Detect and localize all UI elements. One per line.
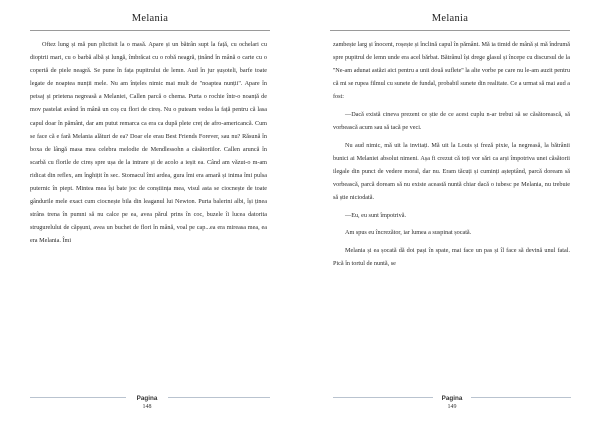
dialogue-paragraph: —Dacă există cineva prezent ce știe de ce acest cuplu n-ar trebui să se căsătorească, să vorbească acum sau să tacă pe veci. [333, 110, 570, 132]
header-rule [30, 30, 270, 31]
paragraph: Oftez lung și mă pun plictisit la o masă. Apare și un bătrân supt la față, cu ochelari cu dioptrii mari, cu o barbă albă și lungă, îmbrăcat cu o robă neagră, ținând în mână o carte cu o copertă de piele neagră. Se pune în fața pupitrului de lemn. Aud în jur șușoteli, barfe toate legate de noaptea nunții mele. Nu am înțeles nimic mai mult de "noaptea nunții". Apare în peisaj și prietena negreasă a Melaniei, Callen parcă o chema. Purta o rochie într-o noanță de mov pastelat având în mână un coș cu flori de cireș. Nu o puteam vedea la față pentru că lasa capul doar în pământ, dar am putut remarca ca era ca după plete creț de afro-americancă. Cum se face că e fară Melania alături de ea? Doar ele erau Best Friends Forever, sau nu? Răsună în boxa de lângă masa mea celebra melodie de Mendlessohn a căsătoriilor. Callen aruncă în scarbă cu florile de cireș spre ușa de la intrare și de acolo a ieșit ea. Când am văzut-o m-am ridicat din reflex, am înghițit în sec. Stomacul îmi ardea, gura îmi era amară și inima îmi pulsa puternic în piept. Mintea mea își bate joc de conștiința mea, visul asta se ciocnește de toate gândurile mele exact cum ciocnește bila din leaganul lui Newton. Purta balerini albi, își ținea strâns trena în pumni să nu calce pe ea, avea părul prins în coc, buzele îi lucea datorita strugurelului de căpșuni, avea un buchet de flori în mână, voal pe cap...ea era mireasa mea, ea era Melania. Îmi [30, 41, 267, 245]
footer-rule-right [471, 397, 571, 398]
page-number: 149 [447, 404, 457, 410]
running-header: Melania [431, 13, 469, 24]
page-body [30, 38, 267, 248]
paragraph: Melania și ea șocată dă doi pași în spate, mai face un pas și îl face să devină unul fatal. Pică în tortul de nuntă, se [333, 246, 570, 267]
right-page [300, 0, 600, 425]
dialogue-paragraph: —Eu, eu sunt împotrivă. [345, 211, 407, 219]
header-rule [330, 30, 570, 31]
page-number: 148 [142, 404, 152, 410]
footer-label: Pagina [441, 395, 463, 402]
paragraph: zambește larg și înocent, roșește și înclină capul în pământ. Mă ia timid de mână și mă îndrumă spre pupitrul de lemn unde era acel bărbat. Bătrânul își drege glasul și începe cu discursul de la ''Ne-am adunat astăzi aici pentru a unii două suflete'' la alte vorbe pe care nu le-am auzit pentru că mi se rupea filmul cu sunete de fundal, probabil sunete din realitate. Ce a urmat să mai aud a fost: [333, 41, 570, 101]
footer-rule-left [30, 397, 126, 398]
footer-rule-left [333, 397, 433, 398]
paragraph: Am spus eu încrezător, iar lumea a suspinat șocată. [345, 229, 472, 237]
footer-label: Pagina [136, 395, 158, 402]
page-footer [433, 394, 471, 412]
page-body [333, 38, 570, 270]
footer-rule-right [168, 397, 270, 398]
paragraph: Nu aud nimic, mă uit la invitați. Mă uit la Louis și freză pixie, la negreasă, la bătrânii bunici ai Melaniei absolut nimeni. Așa fi crezut că toți vor sări ca arși împotriva unei căsătorii ilegale din punct de vedere moral, dar nu. Eram tăcuți și cuminți așteptând, parcă doream să vorbească, parcă doream să nu existe această nuntă chiar dacă o iubesc pe Melania, nu trebuie să știe niciodată. [333, 141, 570, 202]
page-footer [126, 394, 168, 412]
running-header: Melania [131, 13, 169, 24]
